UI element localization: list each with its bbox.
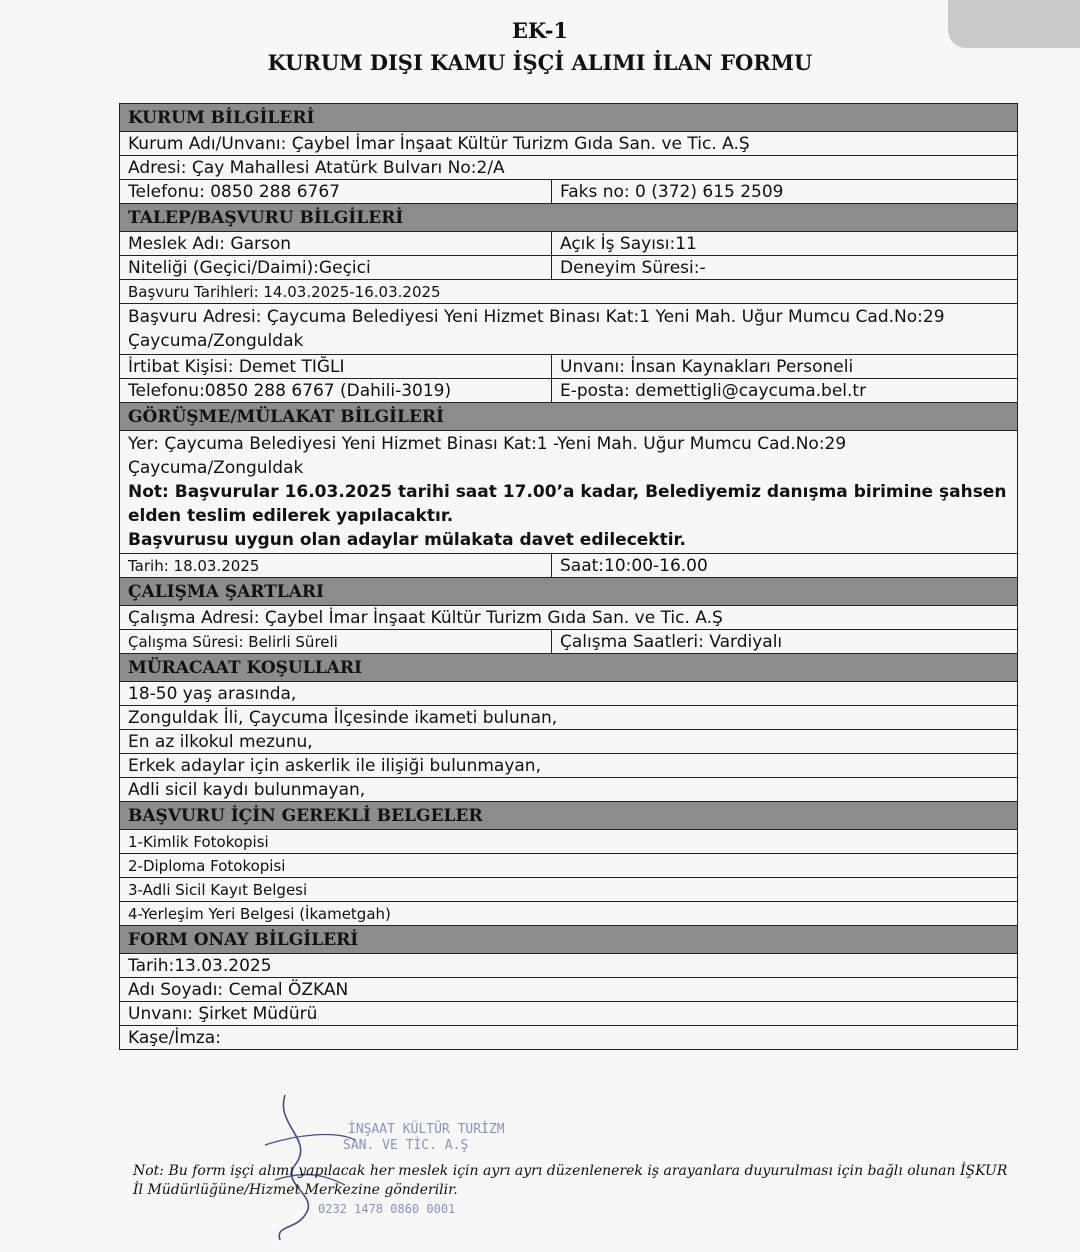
gorusme-not: Not: Başvurular 16.03.2025 tarihi saat 17.00’a kadar, Belediyemiz danışma birimine şahsen elden teslim edilerek yapılacaktır. <box>128 482 1007 526</box>
belge-item: 3-Adli Sicil Kayıt Belgesi <box>120 878 1018 902</box>
section-gorusme-header: GÖRÜŞME/MÜLAKAT BİLGİLERİ <box>120 403 1018 431</box>
irtibat-telefonu: Telefonu:0850 288 6767 (Dahili-3019) <box>120 379 552 403</box>
onay-adi-soyadi: Adı Soyadı: Cemal ÖZKAN <box>120 978 1018 1002</box>
muracaat-item: Zonguldak İli, Çaycuma İlçesinde ikameti bulunan, <box>120 706 1018 730</box>
basvuru-adresi: Başvuru Adresi: Çaycuma Belediyesi Yeni Hizmet Binası Kat:1 Yeni Mah. Uğur Mumcu Cad.No:29 Çaycuma/Zonguldak <box>120 304 1018 355</box>
belge-item: 2-Diploma Fotokopisi <box>120 854 1018 878</box>
kurum-fax: Faks no: 0 (372) 615 2509 <box>552 180 1018 204</box>
stamp-line: SAN. VE TİC. A.Ş <box>343 1138 469 1153</box>
onay-unvani: Unvanı: Şirket Müdürü <box>120 1002 1018 1026</box>
footer-note: Not: Bu form işçi alımı yapılacak her meslek için ayrı ayrı düzenlenerek iş arayanlara duyurulması için bağlı olunan İŞKUR İl Müdürlüğüne/Hizmet Merkezine gönderilir. <box>133 1163 1008 1198</box>
section-muracaat-header: MÜRACAAT KOŞULLARI <box>120 654 1018 682</box>
document-title: KURUM DIŞI KAMU İŞÇİ ALIMI İLAN FORMU <box>267 50 813 75</box>
gorusme-davet: Başvurusu uygun olan adaylar mülakata davet edilecektir. <box>128 530 686 550</box>
deneyim-suresi: Deneyim Süresi:- <box>552 256 1018 280</box>
kurum-phone: Telefonu: 0850 288 6767 <box>120 180 552 204</box>
section-belgeler-header: BAŞVURU İÇİN GEREKLİ BELGELER <box>120 802 1018 830</box>
acik-is-sayisi: Açık İş Sayısı:11 <box>552 232 1018 256</box>
muracaat-item: Erkek adaylar için askerlik ile ilişiği bulunmayan, <box>120 754 1018 778</box>
calisma-saatleri: Çalışma Saatleri: Vardiyalı <box>552 630 1018 654</box>
gorusme-details <box>120 431 1018 554</box>
irtibat-unvani: Unvanı: İnsan Kaynakları Personeli <box>552 355 1018 379</box>
kurum-name: Kurum Adı/Unvanı: Çaybel İmar İnşaat Kültür Turizm Gıda San. ve Tic. A.Ş <box>120 132 1018 156</box>
muracaat-item: En az ilkokul mezunu, <box>120 730 1018 754</box>
section-talep-header: TALEP/BAŞVURU BİLGİLERİ <box>120 204 1018 232</box>
onay-kase-imza: Kaşe/İmza: <box>120 1026 1018 1050</box>
irtibat-eposta: E-posta: demettigli@caycuma.bel.tr <box>552 379 1018 403</box>
irtibat-kisisi: İrtibat Kişisi: Demet TIĞLI <box>120 355 552 379</box>
gorusme-yer: Yer: Çaycuma Belediyesi Yeni Hizmet Binası Kat:1 -Yeni Mah. Uğur Mumcu Cad.No:29 Çaycuma/Zonguldak <box>128 434 847 478</box>
stamp-line: İNŞAAT KÜLTÜR TURİZM <box>348 1122 505 1137</box>
belge-item: 1-Kimlik Fotokopisi <box>120 830 1018 854</box>
section-onay-header: FORM ONAY BİLGİLERİ <box>120 926 1018 954</box>
niteligi: Niteliği (Geçici/Daimi):Geçici <box>120 256 552 280</box>
mulakat-tarihi: Tarih: 18.03.2025 <box>120 554 552 578</box>
section-calisma-header: ÇALIŞMA ŞARTLARI <box>120 578 1018 606</box>
mulakat-saati: Saat:10:00-16.00 <box>552 554 1018 578</box>
muracaat-item: Adli sicil kaydı bulunmayan, <box>120 778 1018 802</box>
announcement-form <box>119 103 1018 1050</box>
kurum-address: Adresi: Çay Mahallesi Atatürk Bulvarı No:2/A <box>120 156 1018 180</box>
calisma-adresi: Çalışma Adresi: Çaybel İmar İnşaat Kültür Turizm Gıda San. ve Tic. A.Ş <box>120 606 1018 630</box>
muracaat-item: 18-50 yaş arasında, <box>120 682 1018 706</box>
stamp-line: 0232 1478 0860 0001 <box>318 1202 456 1216</box>
onay-tarih: Tarih:13.03.2025 <box>120 954 1018 978</box>
document-code: EK-1 <box>511 18 569 43</box>
belge-item: 4-Yerleşim Yeri Belgesi (İkametgah) <box>120 902 1018 926</box>
section-kurum-header: KURUM BİLGİLERİ <box>120 104 1018 132</box>
calisma-suresi: Çalışma Süresi: Belirli Süreli <box>120 630 552 654</box>
meslek-adi: Meslek Adı: Garson <box>120 232 552 256</box>
basvuru-tarihleri: Başvuru Tarihleri: 14.03.2025-16.03.2025 <box>120 280 1018 304</box>
